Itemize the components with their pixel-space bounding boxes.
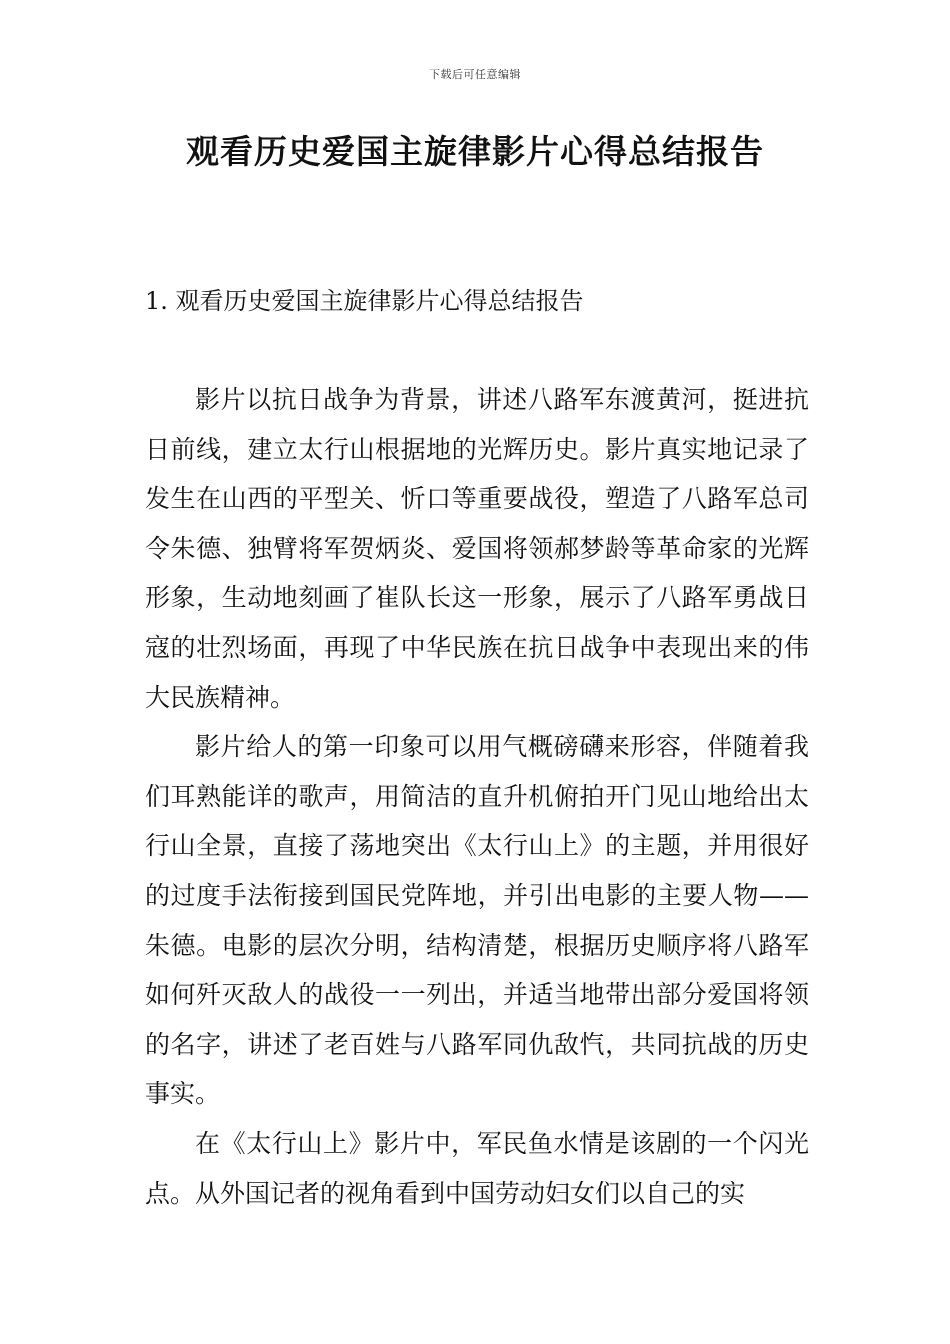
body-text (145, 375, 809, 1218)
document-title: 观看历史爱国主旋律影片心得总结报告 (186, 132, 764, 171)
paragraph: 影片以抗日战争为背景，讲述八路军东渡黄河，挺进抗日前线，建立太行山根据地的光辉历史。影片真实地记录了发生在山西的平型关、忻口等重要战役，塑造了八路军总司令朱德、独臂将军贺炳炎、爱国将领郝梦龄等革命家的光辉形象，生动地刻画了崔队长这一形象，展示了八路军勇战日寇的壮烈场面，再现了中华民族在抗日战争中表现出来的伟大民族精神。 (145, 385, 809, 712)
section-heading: 1. 观看历史爱国主旋律影片心得总结报告 (145, 287, 584, 315)
paragraph: 在《太行山上》影片中，军民鱼水情是该剧的一个闪光点。从外国记者的视角看到中国劳动妇女们以自己的实 (145, 1128, 809, 1208)
paragraph: 影片给人的第一印象可以用气概磅礴来形容，伴随着我们耳熟能详的歌声，用简洁的直升机俯拍开门见山地给出太行山全景，直接了荡地突出《太行山上》的主题，并用很好的过度手法衔接到国民党阵地，并引出电影的主要人物——朱德。电影的层次分明，结构清楚，根据历史顺序将八路军如何歼灭敌人的战役一一列出，并适当地带出部分爱国将领的名字，讲述了老百姓与八路军同仇敌忾，共同抗战的历史事实。 (145, 732, 809, 1109)
header-note: 下载后可任意编辑 (429, 68, 521, 81)
